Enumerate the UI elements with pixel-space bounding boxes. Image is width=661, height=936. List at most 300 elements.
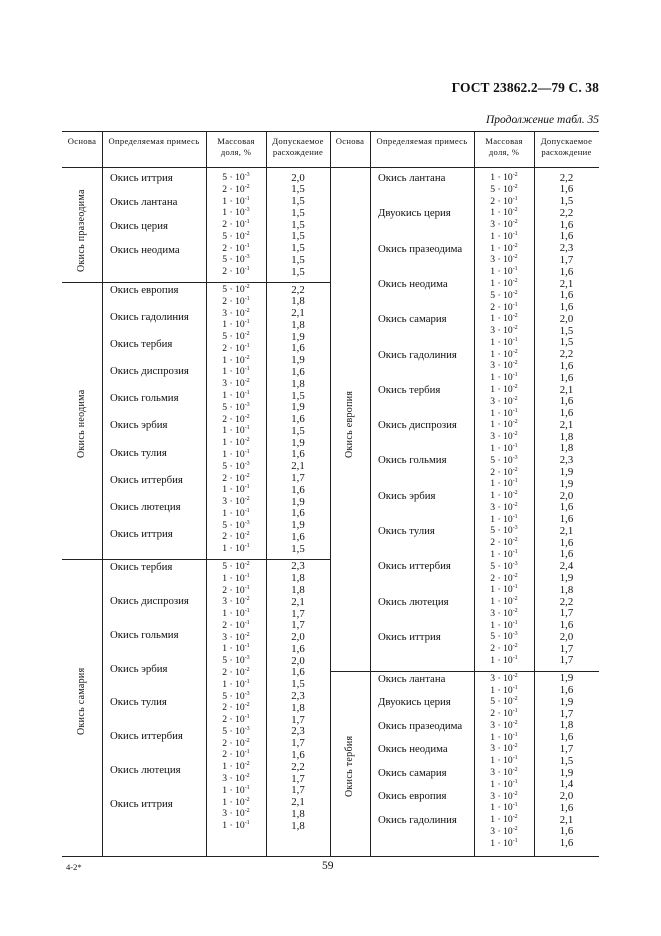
tolerance-cell: 2,1 <box>291 307 305 320</box>
mass-fraction-cell: $3 \cdot 10^{-2}$ <box>490 219 518 231</box>
exponent: -1 <box>512 407 518 414</box>
mass-fraction-cell: $2 \cdot 10^{-2}$ <box>490 643 518 655</box>
mass-fraction-cell: $1 \cdot 10^{-1}$ <box>222 390 250 402</box>
mass-fraction-cell: $1 \cdot 10^{-1}$ <box>490 230 518 242</box>
exponent: -2 <box>512 419 518 426</box>
exponent: -3 <box>244 207 250 214</box>
exponent: -2 <box>244 378 250 385</box>
exponent: -1 <box>244 619 250 626</box>
tolerance-cell: 2,0 <box>291 171 305 184</box>
tolerance-cell: 1,6 <box>559 731 574 744</box>
tolerance-cell: 1,7 <box>559 607 574 620</box>
exponent: -1 <box>244 507 250 514</box>
tolerance-cell: 1,6 <box>291 448 305 461</box>
tolerance-cell: 1,6 <box>559 407 574 420</box>
impurity-name: Двуокись церия <box>378 207 451 220</box>
exponent: -2 <box>512 672 518 679</box>
exponent: -1 <box>512 755 518 762</box>
exponent: -1 <box>244 448 250 455</box>
impurity-name: Окись неодима <box>110 244 180 256</box>
page-header: ГОСТ 23862.2—79 С. 38 <box>451 80 599 95</box>
exponent: -1 <box>512 802 518 809</box>
tolerance-cell: 1,8 <box>559 442 574 455</box>
base-material-label: Окись неодима <box>76 389 87 458</box>
exponent: -1 <box>512 513 518 520</box>
exponent: -2 <box>512 313 518 320</box>
impurity-name: Окись диспрозия <box>378 419 457 432</box>
tolerance-cell: 1,5 <box>291 206 305 219</box>
exponent: -2 <box>512 643 518 650</box>
mass-fraction-cell: $1 \cdot 10^{-1}$ <box>490 513 518 525</box>
mass-fraction-cell: $1 \cdot 10^{-1}$ <box>222 543 250 555</box>
mass-fraction-cell: $3 \cdot 10^{-2}$ <box>490 431 518 443</box>
tolerance-cell: 1,5 <box>291 218 305 231</box>
exponent: -2 <box>512 596 518 603</box>
header-mass-fraction: Массовая доля, % <box>217 136 255 157</box>
tolerance-cell: 1,8 <box>559 583 574 596</box>
mass-fraction-cell: $2 \cdot 10^{-1}$ <box>222 295 250 307</box>
tolerance-cell: 1,8 <box>291 572 305 585</box>
exponent: -2 <box>244 761 250 768</box>
tolerance-cell: 1,6 <box>559 265 574 278</box>
tolerance-cell: 1,6 <box>559 395 574 408</box>
tolerance-cell: 2,3 <box>559 242 574 255</box>
tolerance-cell: 1,9 <box>291 330 305 343</box>
tolerance-cell: 2,2 <box>559 595 574 608</box>
mass-fraction-cell: $5 \cdot 10^{-2}$ <box>222 560 250 572</box>
exponent: -1 <box>244 195 250 202</box>
tolerance-cell: 1,6 <box>559 513 574 526</box>
impurity-name: Окись европия <box>378 790 447 803</box>
exponent: -1 <box>512 266 518 273</box>
exponent: -2 <box>512 767 518 773</box>
impurity-name: Окись тербия <box>110 560 173 573</box>
exponent: -2 <box>512 348 518 355</box>
mass-fraction-cell: $3 \cdot 10^{-2}$ <box>490 743 518 755</box>
table-rule <box>62 856 599 857</box>
exponent: -3 <box>244 690 250 697</box>
impurity-name: Окись диспрозия <box>110 365 189 378</box>
mass-fraction-cell: $1 \cdot 10^{-2}$ <box>490 242 518 254</box>
mass-fraction-cell: $1 \cdot 10^{-1}$ <box>222 366 250 378</box>
exponent: -3 <box>512 454 518 461</box>
exponent: -3 <box>244 655 250 662</box>
tolerance-cell: 1,8 <box>291 377 305 390</box>
exponent: -2 <box>244 702 250 709</box>
mass-fraction-cell: $1 \cdot 10^{-1}$ <box>490 837 518 849</box>
impurity-name: Окись празеодима <box>378 242 463 255</box>
base-material-label: Окись самария <box>76 667 87 735</box>
tolerance-cell: 1,9 <box>559 466 574 478</box>
exponent: -3 <box>244 460 250 467</box>
exponent: -2 <box>244 230 250 237</box>
mass-fraction-cell: $3 \cdot 10^{-2}$ <box>490 719 518 731</box>
tolerance-cell: 2,0 <box>559 489 574 502</box>
exponent: -2 <box>512 814 518 821</box>
exponent: -1 <box>244 820 250 827</box>
exponent: -1 <box>512 708 518 715</box>
mass-fraction-cell: $5 \cdot 10^{-3}$ <box>490 454 518 466</box>
mass-fraction-cell: $5 \cdot 10^{-3}$ <box>222 460 250 472</box>
tolerance-cell: 1,6 <box>291 342 305 355</box>
exponent: -1 <box>512 301 518 308</box>
mass-fraction-cell: $5 \cdot 10^{-2}$ <box>490 183 518 195</box>
mass-fraction-cell: $1 \cdot 10^{-2}$ <box>490 207 518 219</box>
mass-fraction-cell: $2 \cdot 10^{-2}$ <box>490 572 518 584</box>
mass-fraction-cell: $3 \cdot 10^{-2}$ <box>490 672 518 684</box>
exponent: -2 <box>512 607 518 614</box>
mass-fraction-cell: $1 \cdot 10^{-1}$ <box>490 731 518 743</box>
mass-fraction-cell: $2 \cdot 10^{-2}$ <box>222 702 250 714</box>
mass-fraction-cell: $1 \cdot 10^{-1}$ <box>490 619 518 631</box>
exponent: -2 <box>512 466 518 473</box>
mass-fraction-cell: $5 \cdot 10^{-2}$ <box>490 696 518 708</box>
impurity-name: Окись тербия <box>378 383 441 396</box>
impurity-name: Окись самария <box>378 766 447 779</box>
exponent: -1 <box>244 390 250 397</box>
exponent: -3 <box>244 401 250 408</box>
impurity-name: Двуокись церия <box>378 696 451 709</box>
tolerance-cell: 1,6 <box>559 183 574 196</box>
tolerance-cell: 1,7 <box>559 253 574 266</box>
mass-fraction-cell: $1 \cdot 10^{-2}$ <box>490 172 518 183</box>
mass-fraction-cell: $3 \cdot 10^{-2}$ <box>490 790 518 802</box>
header-base: Основа <box>335 136 365 146</box>
tolerance-cell: 1,6 <box>559 825 574 838</box>
exponent: -2 <box>244 354 250 361</box>
exponent: -1 <box>512 230 518 237</box>
mass-fraction-cell: $1 \cdot 10^{-1}$ <box>222 572 250 584</box>
mass-fraction-cell: $1 \cdot 10^{-2}$ <box>490 384 518 396</box>
impurity-name: Окись гольмия <box>110 392 179 405</box>
exponent: -2 <box>512 696 518 703</box>
mass-fraction-cell: $3 \cdot 10^{-2}$ <box>490 607 518 619</box>
exponent: -2 <box>512 172 518 178</box>
tolerance-cell: 1,6 <box>291 530 305 543</box>
mass-fraction-cell: $1 \cdot 10^{-1}$ <box>490 654 518 666</box>
impurity-name: Окись гадолиния <box>378 813 457 826</box>
tolerance-cell: 1,7 <box>559 654 574 667</box>
mass-fraction-cell: $1 \cdot 10^{-1}$ <box>222 643 250 655</box>
tolerance-cell: 2,0 <box>559 630 574 643</box>
mass-fraction-cell: $1 \cdot 10^{-1}$ <box>490 778 518 790</box>
base-material-label: Окись тербия <box>344 735 355 797</box>
mass-fraction-cell: $1 \cdot 10^{-1}$ <box>222 820 250 832</box>
exponent: -1 <box>512 837 518 844</box>
exponent: -1 <box>244 714 250 721</box>
tolerance-cell: 2,3 <box>291 560 305 573</box>
mass-fraction-cell: $1 \cdot 10^{-2}$ <box>222 761 250 773</box>
tolerance-cell: 1,5 <box>291 230 305 243</box>
tolerance-cell: 2,0 <box>559 312 574 325</box>
exponent: -2 <box>512 183 518 190</box>
impurity-name: Окись иттрия <box>110 527 173 540</box>
mass-fraction-cell: $1 \cdot 10^{-1}$ <box>222 425 250 437</box>
exponent: -1 <box>512 372 518 379</box>
header-tolerance: Допускаемое расхождение <box>540 136 593 157</box>
mass-fraction-cell: $2 \cdot 10^{-2}$ <box>222 472 250 484</box>
mass-fraction-cell: $5 \cdot 10^{-2}$ <box>222 230 250 242</box>
mass-fraction-cell: $5 \cdot 10^{-3}$ <box>222 725 250 737</box>
tolerance-cell: 2,0 <box>291 654 305 667</box>
mass-fraction-cell: $1 \cdot 10^{-2}$ <box>490 490 518 502</box>
mass-fraction-cell: $3 \cdot 10^{-2}$ <box>222 808 250 820</box>
exponent: -2 <box>244 284 250 291</box>
tolerance-cell: 1,9 <box>559 695 574 708</box>
tolerance-cell: 1,7 <box>559 742 574 755</box>
mass-fraction-cell: $1 \cdot 10^{-2}$ <box>222 354 250 366</box>
mass-fraction-cell: $1 \cdot 10^{-1}$ <box>490 372 518 384</box>
mass-fraction-cell: $3 \cdot 10^{-2}$ <box>222 596 250 608</box>
exponent: -3 <box>512 560 518 567</box>
mass-fraction-cell: $2 \cdot 10^{-1}$ <box>222 584 250 596</box>
tolerance-cell: 2,2 <box>559 171 574 184</box>
exponent: -1 <box>244 749 250 756</box>
exponent: -2 <box>512 242 518 249</box>
impurity-name: Окись иттербия <box>110 473 183 486</box>
mass-fraction-cell: $5 \cdot 10^{-3}$ <box>222 172 250 183</box>
exponent: -1 <box>512 778 518 785</box>
tolerance-cell: 1,9 <box>559 572 574 585</box>
impurity-name: Окись самария <box>378 313 447 326</box>
page-number: 59 <box>322 860 334 872</box>
tolerance-cell: 2,1 <box>559 524 574 537</box>
exponent: -1 <box>244 543 250 550</box>
tolerance-cell: 1,9 <box>559 766 574 779</box>
mass-fraction-cell: $3 \cdot 10^{-2}$ <box>490 360 518 372</box>
tolerance-cell: 1,6 <box>291 748 305 761</box>
impurity-name: Окись неодима <box>378 277 448 290</box>
exponent: -1 <box>512 195 518 202</box>
exponent: -1 <box>512 731 518 738</box>
mass-fraction-cell: $2 \cdot 10^{-1}$ <box>222 266 250 278</box>
base-material-label: Окись празеодима <box>76 189 87 272</box>
tolerance-cell: 1,6 <box>559 230 574 243</box>
tolerance-cell: 2,1 <box>291 595 305 608</box>
mass-fraction-cell: $1 \cdot 10^{-1}$ <box>490 548 518 560</box>
tolerance-cell: 1,7 <box>291 713 305 726</box>
mass-fraction-cell: $1 \cdot 10^{-3}$ <box>222 207 250 219</box>
tolerance-cell: 1,9 <box>291 519 305 532</box>
tolerance-cell: 1,6 <box>291 413 305 426</box>
exponent: -1 <box>244 342 250 349</box>
tolerance-cell: 2,1 <box>559 277 574 290</box>
tolerance-cell: 1,7 <box>559 707 574 720</box>
mass-fraction-cell: $1 \cdot 10^{-1}$ <box>490 584 518 596</box>
mass-fraction-cell: $2 \cdot 10^{-2}$ <box>490 466 518 478</box>
tolerance-cell: 2,3 <box>291 690 305 703</box>
table-rule <box>370 131 371 856</box>
exponent: -1 <box>244 584 250 591</box>
mass-fraction-cell: $5 \cdot 10^{-3}$ <box>222 254 250 266</box>
exponent: -2 <box>512 360 518 367</box>
exponent: -1 <box>244 484 250 491</box>
exponent: -2 <box>244 773 250 779</box>
tolerance-cell: 1,5 <box>291 265 305 278</box>
mass-fraction-cell: $2 \cdot 10^{-2}$ <box>222 531 250 543</box>
mass-fraction-cell: $1 \cdot 10^{-1}$ <box>490 407 518 419</box>
tolerance-cell: 1,6 <box>559 619 574 632</box>
exponent: -2 <box>244 531 250 538</box>
impurity-name: Окись гадолиния <box>110 311 189 324</box>
impurity-name: Окись лантана <box>378 172 446 184</box>
exponent: -2 <box>244 631 250 638</box>
exponent: -2 <box>512 431 518 438</box>
mass-fraction-cell: $1 \cdot 10^{-2}$ <box>490 814 518 826</box>
exponent: -1 <box>512 478 518 485</box>
exponent: -1 <box>244 266 250 273</box>
tolerance-cell: 2,2 <box>559 206 574 219</box>
impurity-name: Окись гольмия <box>378 454 447 467</box>
exponent: -1 <box>512 548 518 555</box>
mass-fraction-cell: $1 \cdot 10^{-1}$ <box>490 266 518 278</box>
mass-fraction-cell: $2 \cdot 10^{-2}$ <box>222 413 250 425</box>
impurity-name: Окись лантана <box>110 196 178 208</box>
header-base: Основа <box>67 136 97 146</box>
mass-fraction-cell: $2 \cdot 10^{-1}$ <box>490 301 518 313</box>
impurity-name: Окись иттрия <box>110 798 173 811</box>
exponent: -2 <box>512 572 518 579</box>
tolerance-cell: 1,5 <box>559 324 574 337</box>
mass-fraction-cell: $5 \cdot 10^{-3}$ <box>222 401 250 413</box>
mass-fraction-cell: $1 \cdot 10^{-1}$ <box>222 195 250 207</box>
tolerance-cell: 1,9 <box>291 436 305 449</box>
impurity-name: Окись лантана <box>378 672 446 685</box>
tolerance-cell: 2,3 <box>559 454 574 467</box>
exponent: -2 <box>244 596 250 603</box>
tolerance-cell: 1,7 <box>291 619 305 632</box>
exponent: -2 <box>244 183 250 190</box>
tolerance-cell: 1,9 <box>559 477 574 490</box>
mass-fraction-cell: $5 \cdot 10^{-2}$ <box>490 289 518 301</box>
exponent: -2 <box>512 825 518 832</box>
tolerance-cell: 1,5 <box>559 754 574 767</box>
mass-fraction-cell: $1 \cdot 10^{-2}$ <box>490 348 518 360</box>
exponent: -2 <box>512 207 518 214</box>
impurity-name: Окись иттрия <box>110 172 173 184</box>
mass-fraction-cell: $2 \cdot 10^{-1}$ <box>222 619 250 631</box>
tolerance-cell: 1,8 <box>291 701 305 714</box>
tolerance-cell: 1,7 <box>291 607 305 620</box>
mass-fraction-cell: $3 \cdot 10^{-2}$ <box>490 325 518 337</box>
mass-fraction-cell: $3 \cdot 10^{-2}$ <box>222 773 250 784</box>
mass-fraction-cell: $5 \cdot 10^{-3}$ <box>490 525 518 537</box>
mass-fraction-cell: $1 \cdot 10^{-1}$ <box>490 336 518 348</box>
impurity-name: Окись иттербия <box>378 560 451 573</box>
exponent: -1 <box>512 619 518 626</box>
mass-fraction-cell: $1 \cdot 10^{-1}$ <box>490 684 518 696</box>
exponent: -2 <box>512 743 518 750</box>
mass-fraction-cell: $2 \cdot 10^{-1}$ <box>222 342 250 354</box>
mass-fraction-cell: $1 \cdot 10^{-2}$ <box>490 278 518 290</box>
mass-fraction-cell: $1 \cdot 10^{-1}$ <box>490 802 518 814</box>
exponent: -3 <box>244 172 250 178</box>
impurity-name: Окись тербия <box>110 338 173 351</box>
tolerance-cell: 2,1 <box>291 460 305 473</box>
exponent: -2 <box>512 254 518 261</box>
tolerance-cell: 1,5 <box>291 389 305 402</box>
exponent: -1 <box>244 366 250 373</box>
mass-fraction-cell: $2 \cdot 10^{-2}$ <box>490 537 518 549</box>
tolerance-cell: 2,0 <box>559 790 574 803</box>
mass-fraction-cell: $3 \cdot 10^{-2}$ <box>222 631 250 643</box>
tolerance-cell: 1,7 <box>291 784 305 797</box>
mass-fraction-cell: $1 \cdot 10^{-1}$ <box>222 484 250 496</box>
mass-fraction-cell: $1 \cdot 10^{-1}$ <box>222 507 250 519</box>
mass-fraction-cell: $3 \cdot 10^{-2}$ <box>490 767 518 778</box>
exponent: -2 <box>244 560 250 567</box>
tolerance-cell: 1,6 <box>291 642 305 655</box>
tolerance-cell: 1,5 <box>291 678 305 691</box>
mass-fraction-cell: $1 \cdot 10^{-1}$ <box>222 448 250 460</box>
mass-fraction-cell: $3 \cdot 10^{-2}$ <box>490 825 518 837</box>
tolerance-cell: 1,6 <box>291 507 305 520</box>
tolerance-cell: 1,5 <box>291 183 305 196</box>
mass-fraction-cell: $5 \cdot 10^{-3}$ <box>490 631 518 643</box>
tolerance-cell: 1,6 <box>291 365 305 378</box>
tolerance-cell: 1,5 <box>559 195 574 208</box>
tolerance-cell: 1,5 <box>559 336 574 349</box>
exponent: -2 <box>244 666 250 673</box>
mass-fraction-cell: $5 \cdot 10^{-2}$ <box>222 331 250 343</box>
exponent: -2 <box>244 331 250 338</box>
exponent: -1 <box>244 219 250 226</box>
tolerance-cell: 1,8 <box>559 719 574 732</box>
tolerance-cell: 1,8 <box>291 819 305 832</box>
mass-fraction-cell: $3 \cdot 10^{-2}$ <box>222 378 250 390</box>
mass-fraction-cell: $1 \cdot 10^{-1}$ <box>490 442 518 454</box>
header-impurity: Определяемая примесь <box>108 136 200 146</box>
impurity-name: Окись гадолиния <box>378 348 457 361</box>
exponent: -2 <box>244 307 250 314</box>
tolerance-cell: 1,9 <box>291 354 305 367</box>
tolerance-cell: 1,7 <box>291 472 305 484</box>
exponent: -3 <box>244 254 250 261</box>
tolerance-cell: 1,6 <box>559 289 574 302</box>
impurity-name: Окись диспрозия <box>110 594 189 607</box>
tolerance-cell: 1,8 <box>291 807 305 820</box>
exponent: -2 <box>512 278 518 285</box>
tolerance-cell: 1,6 <box>291 666 305 679</box>
impurity-name: Окись европия <box>110 284 179 297</box>
tolerance-cell: 1,9 <box>559 672 574 685</box>
table-rule <box>102 131 103 856</box>
exponent: -2 <box>512 501 518 508</box>
tolerance-cell: 1,7 <box>291 772 305 785</box>
header-tolerance: Допускаемое расхождение <box>272 136 324 157</box>
tolerance-cell: 1,4 <box>559 778 574 791</box>
impurity-name: Окись тулия <box>110 696 167 709</box>
impurity-name: Окись церия <box>110 220 168 232</box>
mass-fraction-cell: $1 \cdot 10^{-2}$ <box>490 419 518 431</box>
exponent: -1 <box>244 425 250 432</box>
header-mass-fraction: Массовая доля, % <box>485 136 523 157</box>
impurity-name: Окись эрбия <box>110 662 168 675</box>
exponent: -3 <box>512 525 518 532</box>
tolerance-cell: 1,6 <box>559 536 574 549</box>
tolerance-cell: 1,6 <box>559 501 574 514</box>
impurity-name: Окись неодима <box>378 743 448 756</box>
impurity-name: Окись гольмия <box>110 628 179 641</box>
tolerance-cell: 1,9 <box>291 495 305 508</box>
impurity-name: Окись тулия <box>110 446 167 459</box>
mass-fraction-cell: $1 \cdot 10^{-1}$ <box>222 319 250 331</box>
tolerance-cell: 1,6 <box>559 359 574 372</box>
mass-fraction-cell: $1 \cdot 10^{-1}$ <box>490 755 518 767</box>
tolerance-cell: 1,6 <box>559 837 574 850</box>
tolerance-cell: 1,8 <box>559 430 574 443</box>
mass-fraction-cell: $2 \cdot 10^{-1}$ <box>222 219 250 231</box>
